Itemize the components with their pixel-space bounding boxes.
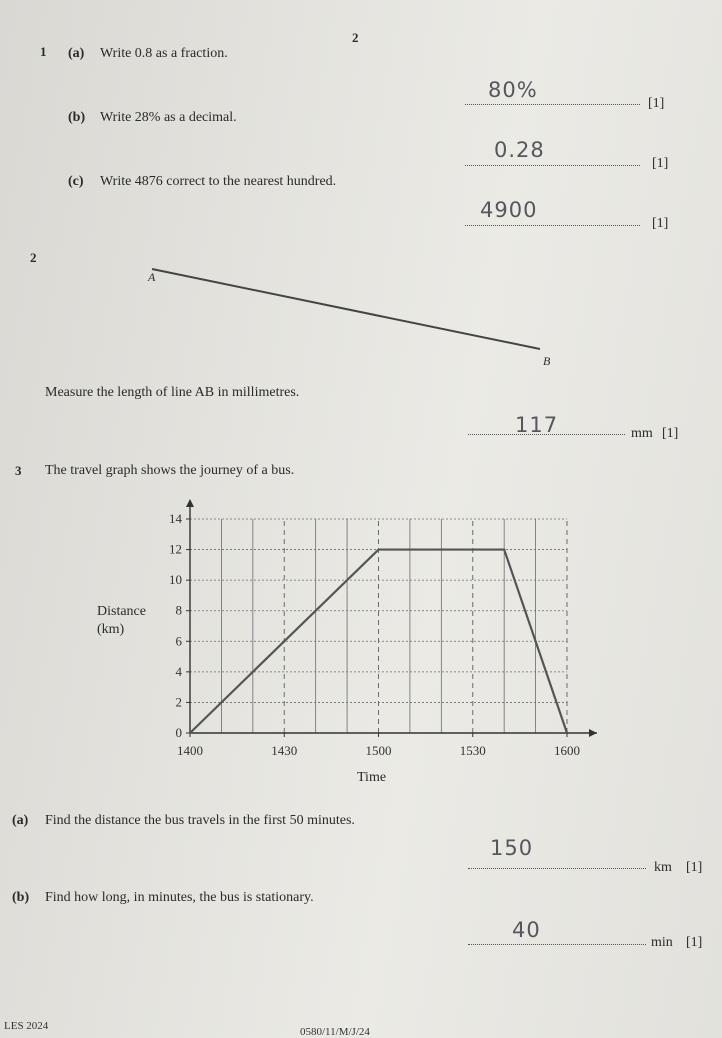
y-tick-label: 12: [169, 541, 182, 557]
y-tick-label: 6: [175, 633, 182, 649]
q1a-mark: [1]: [648, 96, 665, 111]
q2-unit: mm: [631, 426, 653, 441]
question-3-number: 3: [15, 463, 22, 478]
q1c-label: (c): [68, 174, 84, 189]
q3b-answer[interactable]: 40: [512, 918, 541, 942]
y-axis-arrow: [186, 499, 194, 507]
x-tick-label: 1600: [554, 743, 580, 758]
q3b-text: Find how long, in minutes, the bus is stationary.: [45, 890, 314, 905]
q2-mark: [1]: [662, 426, 679, 441]
x-tick-label: 1500: [365, 743, 392, 758]
q1b-answer[interactable]: 0.28: [494, 138, 545, 162]
q1b-label: (b): [68, 110, 86, 125]
q1a-answer[interactable]: 80%: [488, 78, 538, 102]
q3b-unit: min: [651, 935, 673, 950]
page-number: 2: [352, 30, 359, 45]
y-tick-label: 4: [175, 663, 182, 679]
q1c-mark: [1]: [652, 216, 669, 231]
q1c-text: Write 4876 correct to the nearest hundred.: [100, 174, 337, 189]
graph-x-axis-label: Time: [357, 770, 387, 785]
x-tick-label: 1430: [271, 743, 298, 758]
q3a-answer[interactable]: 150: [490, 836, 534, 860]
y-tick-label: 2: [175, 694, 182, 710]
q3a-text: Find the distance the bus travels in the first 50 minutes.: [45, 813, 355, 828]
q2-answer[interactable]: 117: [515, 413, 559, 437]
q1c-answer[interactable]: 4900: [480, 198, 538, 222]
point-b-label: B: [543, 354, 551, 368]
footer-left: LES 2024: [4, 1020, 49, 1032]
question-2-number: 2: [30, 250, 37, 265]
graph-tick-labels: [169, 511, 580, 758]
q3a-answer-line: [468, 868, 646, 869]
point-a-label: A: [148, 270, 156, 284]
y-tick-label: 8: [175, 602, 182, 618]
q3b-mark: [1]: [686, 935, 703, 950]
q1b-text: Write 28% as a decimal.: [100, 110, 237, 125]
y-tick-label: 14: [169, 511, 182, 526]
x-tick-label: 1400: [177, 743, 203, 758]
y-tick-label: 0: [175, 725, 182, 740]
q1a-text: Write 0.8 as a fraction.: [100, 46, 228, 61]
q3a-label: (a): [12, 813, 29, 828]
q1b-mark: [1]: [652, 156, 669, 171]
x-axis-arrow: [589, 729, 597, 737]
footer-center: 0580/11/M/J/24: [300, 1026, 370, 1038]
q2-text: Measure the length of line AB in millimetres.: [45, 385, 300, 400]
graph-y-axis-label: Distance (km): [97, 604, 146, 637]
q3a-unit: km: [654, 860, 672, 875]
x-tick-label: 1530: [459, 743, 486, 758]
q3b-answer-line: [468, 944, 646, 945]
q3-intro: The travel graph shows the journey of a bus.: [45, 463, 295, 478]
q3b-label: (b): [12, 890, 30, 905]
q3a-mark: [1]: [686, 860, 703, 875]
q1a-label: (a): [68, 46, 85, 61]
question-1-number: 1: [40, 44, 47, 59]
y-tick-label: 10: [169, 572, 182, 588]
